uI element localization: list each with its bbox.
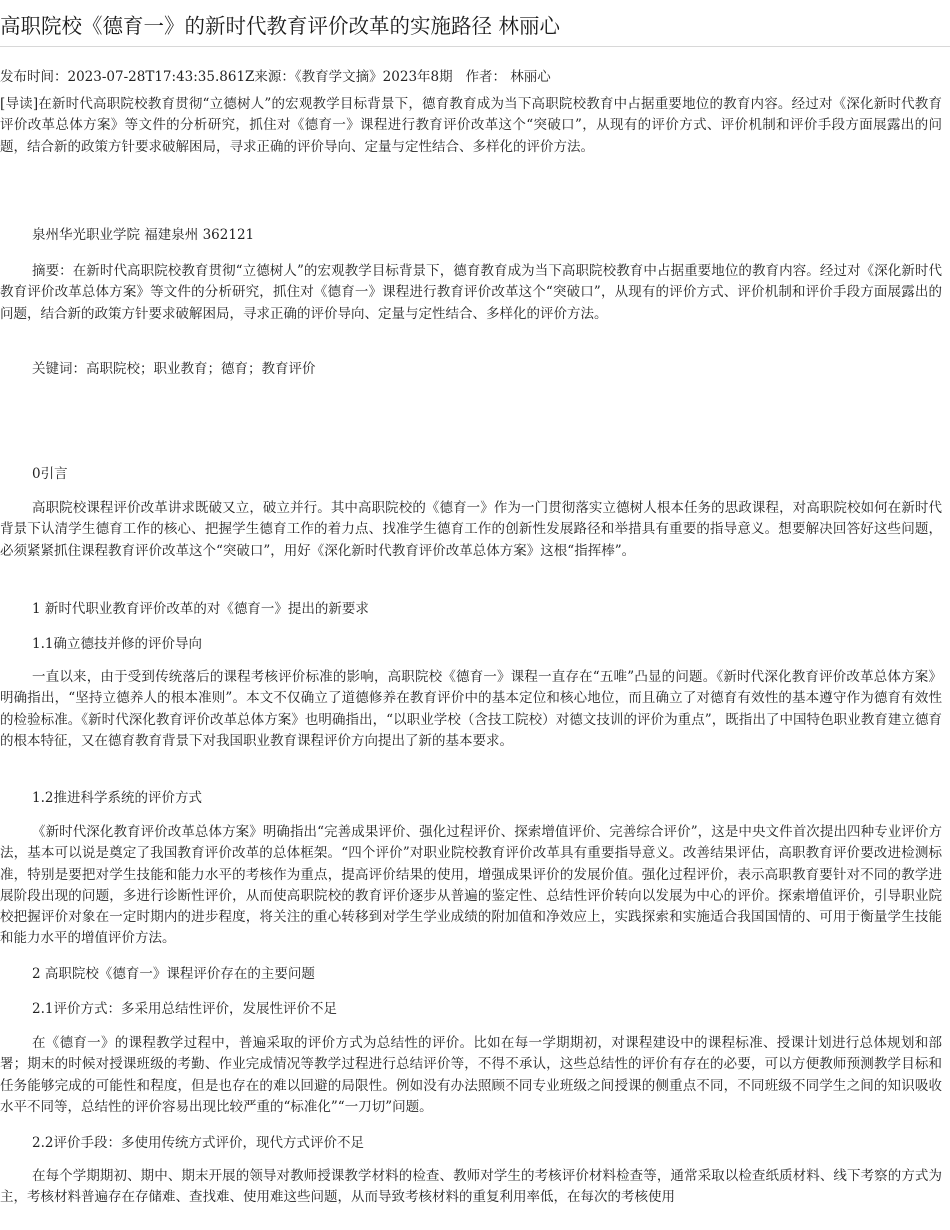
lead-summary: [导读]在新时代高职院校教育贯彻“立德树人”的宏观教学目标背景下，德育教育成为当下高职院校教育中占据重要地位的教育内容。经过对《深化新时代教育评价改革总体方案》等文件的分析研究，抓住对《德育一》课程进行教育评价改革这个“突破口”，从现有的评价方式、评价机制和评价手段方面展露出的问题，结合新的政策方针要求破解困局，寻求正确的评价导向、定量与定性结合、多样化的评价方法。 — [0, 96, 942, 155]
paragraph-2-1: 在《德育一》的课程教学过程中，普遍采取的评价方式为总结性的评价。比如在每一学期期初，对课程建设中的课程标准、授课计划进行总体规划和部署；期末的时候对授课班级的考勤、作业完成情况等教学过程进行总结评价等，不得不承认，这些总结性的评价有存在的必要，可以方便教师预测教学目标和任务能够完成的可能性和程度，但是也存在的难以回避的局限性。例如没有办法照顾不同专业班级之间授课的侧重点不同，不同班级不同学生之间的知识吸收水平不同等，总结性的评价容易出现比较严重的“标准化”“一刀切”问题。 — [0, 1035, 942, 1115]
subsection-heading-2-1: 2.1评价方式：多采用总结性评价，发展性评价不足 — [32, 1001, 337, 1017]
paragraph-intro: 高职院校课程评价改革讲求既破又立，破立并行。其中高职院校的《德育一》作为一门贯彻落实立德树人根本任务的思政课程，对高职院校如何在新时代背景下认清学生德育工作的核心、把握学生德育工作的着力点、找准学生德育工作的创新性发展路径和举措具有重要的指导意义。想要解决回答好这些问题，必须紧紧抓住课程教育评价改革这个“突破口”，用好《深化新时代教育评价改革总体方案》这根“指挥棒”。 — [0, 500, 942, 559]
abstract: 摘要：在新时代高职院校教育贯彻“立德树人”的宏观教学目标背景下，德育教育成为当下高职院校教育中占据重要地位的教育内容。经过对《深化新时代教育评价改革总体方案》等文件的分析研究，抓住对《德育一》课程进行教育评价改革这个“突破口”，从现有的评价方式、评价机制和评价手段方面展露出的问题，结合新的政策方针要求破解困局，寻求正确的评价导向、定量与定性结合、多样化的评价方法。 — [0, 263, 942, 322]
author-name: 林丽心 — [510, 69, 551, 85]
affiliation: 泉州华光职业学院 福建泉州 362121 — [32, 227, 255, 243]
subsection-heading-1-2: 1.2推进科学系统的评价方式 — [32, 790, 202, 806]
page-title: 高职院校《德育一》的新时代教育评价改革的实施路径 林丽心 — [0, 14, 561, 38]
subsection-heading-2-2: 2.2评价手段：多使用传统方式评价，现代方式评价不足 — [32, 1135, 364, 1151]
publish-date-label: 发布时间： — [0, 69, 68, 85]
section-heading-1: 1 新时代职业教育评价改革的对《德育一》提出的新要求 — [32, 601, 369, 617]
source-name: 《教育学文摘》2023年8期 — [294, 69, 453, 85]
section-heading-2: 2 高职院校《德育一》课程评价存在的主要问题 — [32, 966, 315, 982]
author-label: 作者： — [465, 69, 506, 85]
source-label: 来源： — [254, 69, 295, 85]
article-meta — [0, 67, 950, 88]
subsection-heading-1-1: 1.1确立德技并修的评价导向 — [32, 636, 202, 652]
paragraph-1-1: 一直以来，由于受到传统落后的课程考核评价标准的影响，高职院校《德育一》课程一直存在“五唯”凸显的问题。《新时代深化教育评价改革总体方案》明确指出，“坚持立德养人的根本准则”。本文不仅确立了道德修养在教育评价中的基本定位和核心地位，而且确立了对德育有效性的基本遵守作为德育有效性的检验标准。《新时代深化教育评价改革总体方案》也明确指出，“以职业学校（含技工院校）对德文技训的评价为重点”，既指出了中国特色职业教育建立德育的根本特征，又在德育教育背景下对我国职业教育课程评价方向提出了新的基本要求。 — [0, 669, 942, 749]
title-bar — [0, 6, 950, 47]
paragraph-1-2: 《新时代深化教育评价改革总体方案》明确指出“完善成果评价、强化过程评价、探索增值评价、完善综合评价”，这是中央文件首次提出四种专业评价方法，基本可以说是奠定了我国教育评价改革的总体框架。“四个评价”对职业院校教育评价改革具有重要指导意义。改善结果评估，高职教育评价要改进检测标准，特别是要把对学生技能和能力水平的考核作为重点，提高评价结果的使用，增强成果评价的发展价值。强化过程评价，表示高职教育要针对不同的教学进展阶段出现的问题，多进行诊断性评价，从而使高职院校的教育评价逐步从普遍的鉴定性、总结性评价转向以发展为中心的评价。探索增值评价，引导职业院校把握评价对象在一定时期内的进步程度，将关注的重心转移到对学生学业成绩的附加值和净效应上，实践探索和实施适合我国国情的、可用于衡量学生技能和能力水平的增值评价方法。 — [0, 824, 942, 947]
keywords: 关键词：高职院校；职业教育；德育；教育评价 — [32, 361, 316, 377]
publish-date: 2023-07-28T17:43:35.861Z — [67, 69, 255, 85]
section-heading-0: 0引言 — [32, 466, 68, 482]
paragraph-2-2: 在每个学期期初、期中、期末开展的领导对教师授课教学材料的检查、教师对学生的考核评价材料检查等，通常采取以检查纸质材料、线下考察的方式为主，考核材料普遍存在存储难、查找难、使用难这些问题，从而导致考核材料的重复利用率低，在每次的考核使用 — [0, 1168, 942, 1206]
